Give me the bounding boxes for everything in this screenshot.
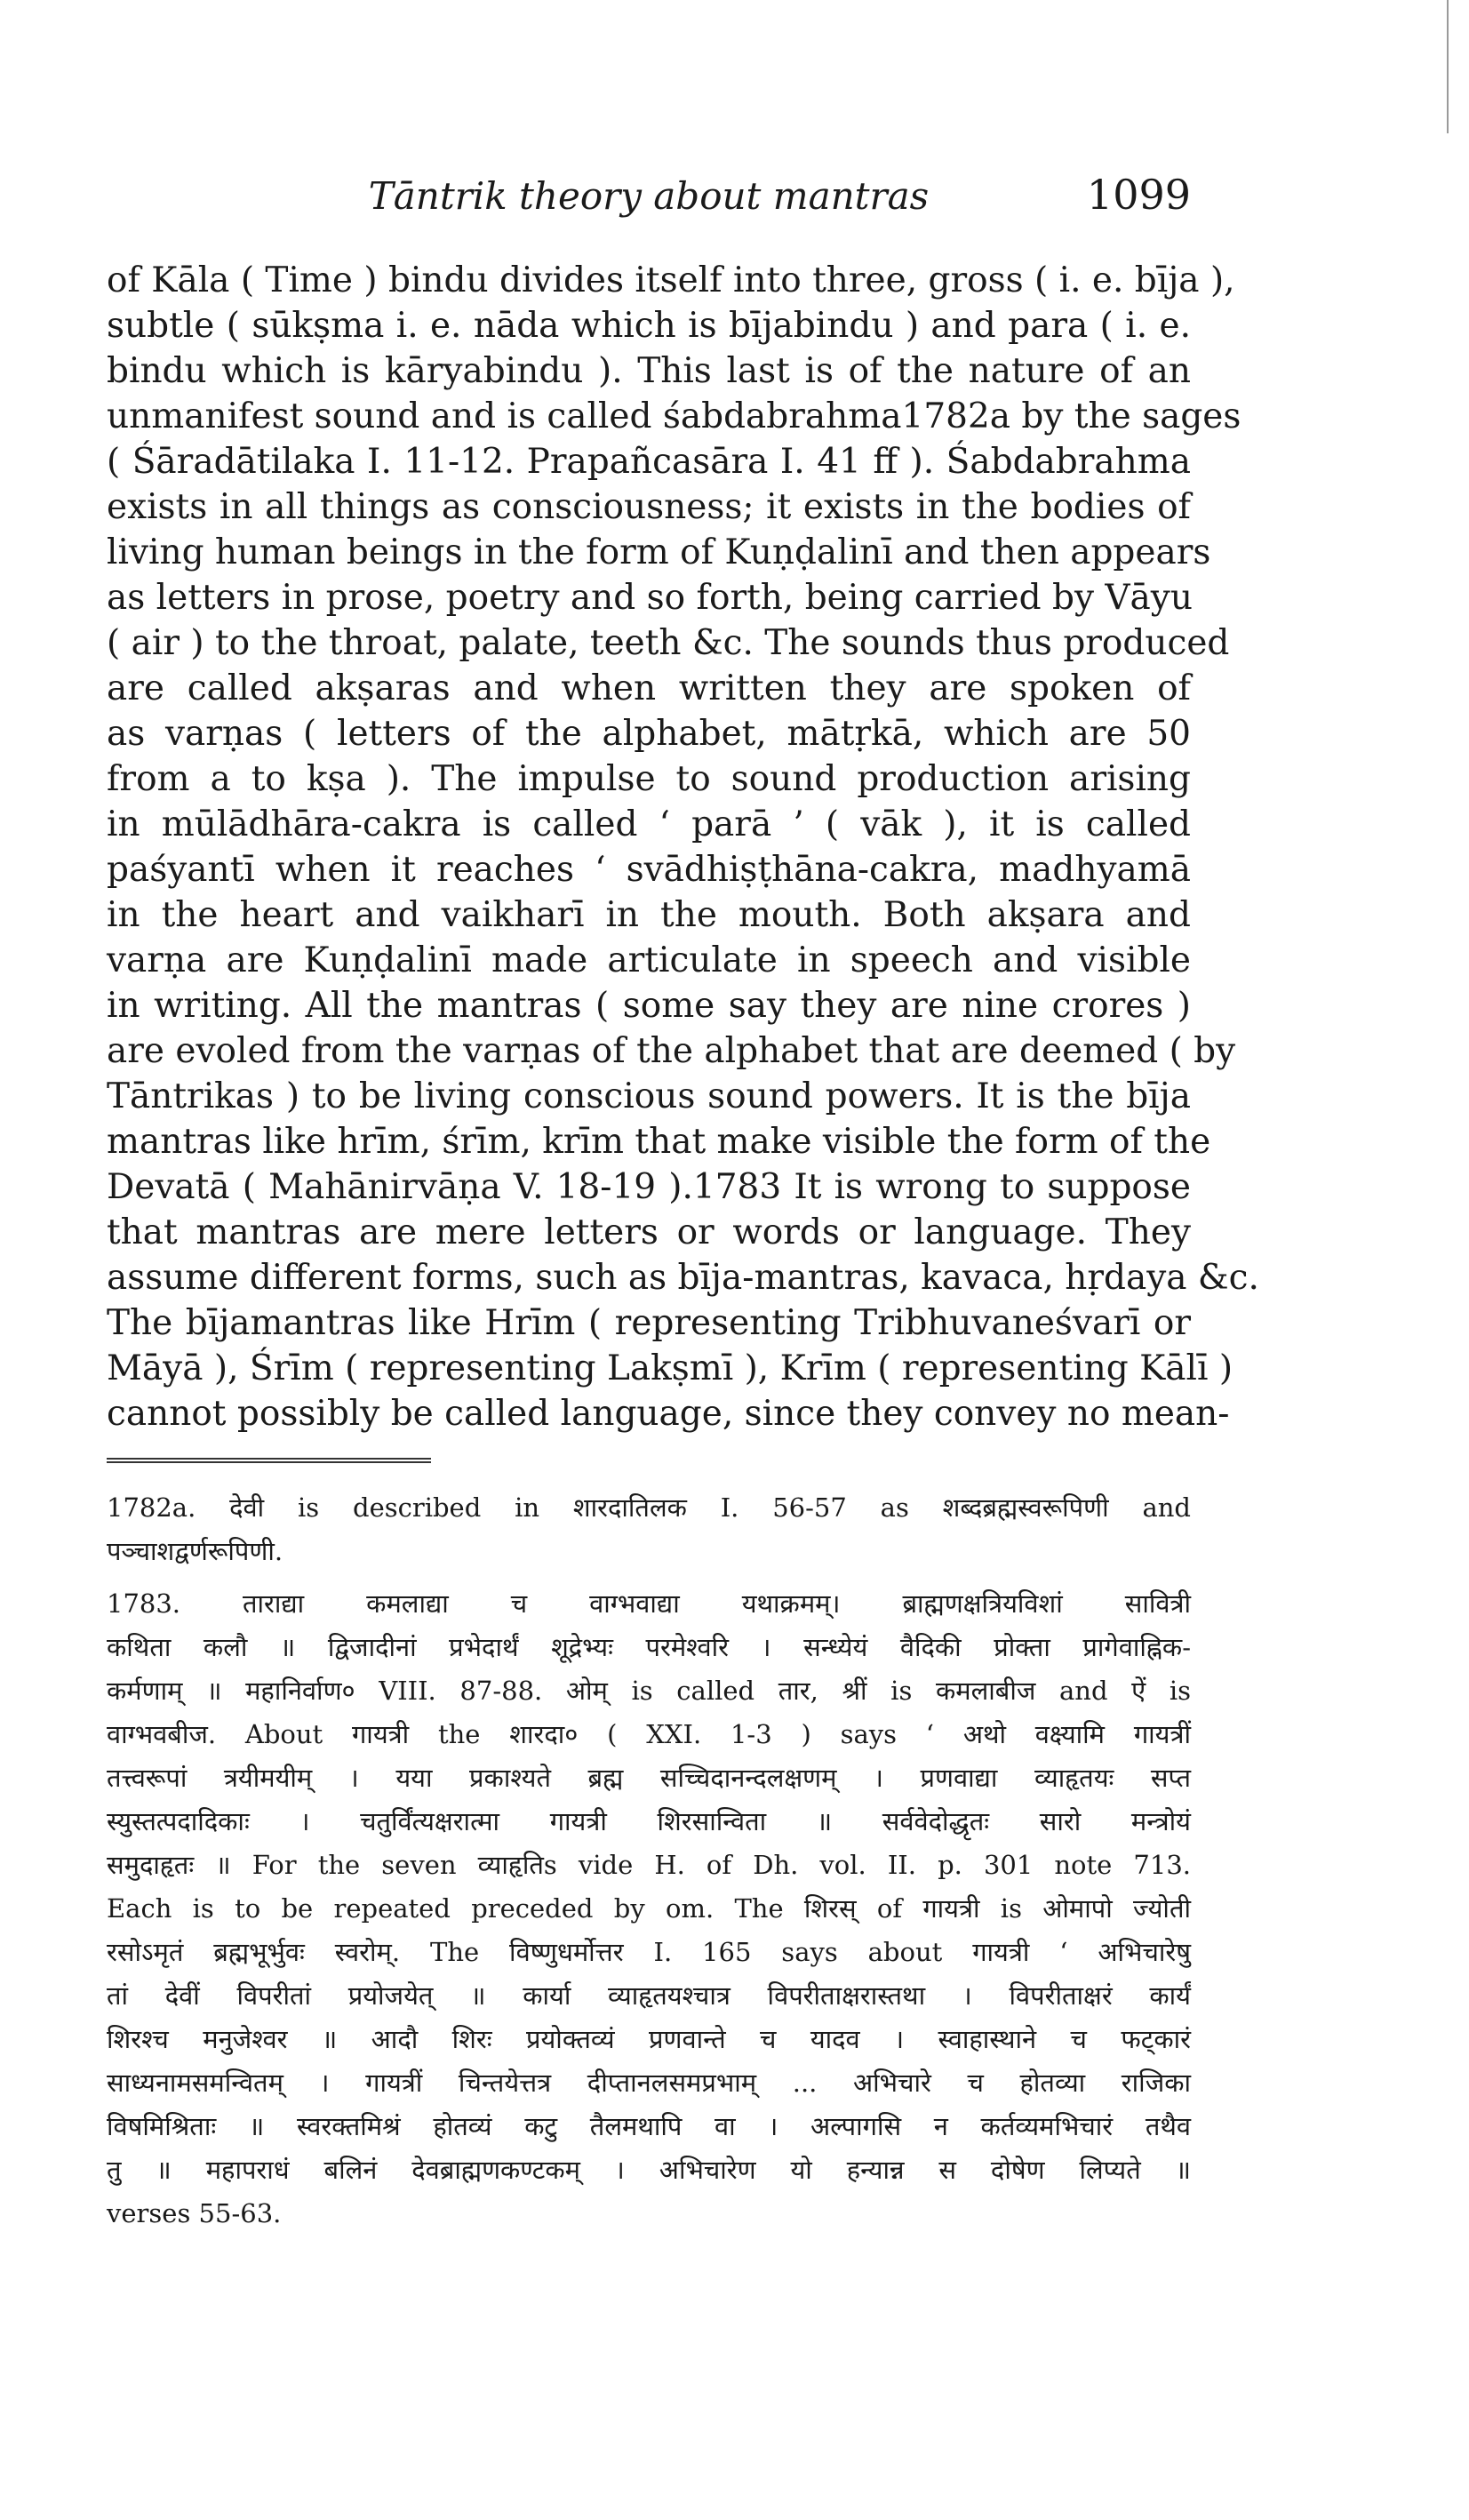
text-line: that mantras are mere letters or words or language. They <box>107 1212 1191 1252</box>
footnote-line: 1783. ताराद्या कमलाद्या च वाग्भवाद्या यथाक्रमम्। ब्राह्मणक्षत्रियविशां सावित्री <box>107 1588 1191 1619</box>
text-line: Devatā ( Mahānirvāṇa V. 18-19 ).1783 It is wrong to suppose <box>107 1167 1191 1207</box>
footnote-line: साध्यनामसमन्वितम् । गायत्रीं चिन्तयेत्तत्र दीप्तानलसमप्रभाम् ... अभिचारे च होतव्या राजिका <box>107 2068 1191 2098</box>
footnote-line: तत्त्वरूपां त्रयीमयीम् । यया प्रकाश्यते ब्रह्म सच्चिदानन्दलक्षणम् । प्रणवाद्या व्याहृतयः सप्त <box>107 1763 1191 1793</box>
footnote-line: रसोऽमृतं ब्रह्मभूर्भुवः स्वरोम्. The विष्णुधर्मोत्तर I. 165 says about गायत्री ‘ अभिचारेषु <box>107 1937 1191 1967</box>
footnote-line: तां देवीं विपरीतां प्रयोजयेत् ॥ कार्या व्याहृतयश्चात्र विपरीताक्षरास्तथा । विपरीताक्षरं कार्यं <box>107 1980 1191 2011</box>
text-line: ( air ) to the throat, palate, teeth &c. The sounds thus produced <box>107 623 1230 663</box>
text-line: living human beings in the form of Kuṇḍalinī and then appears <box>107 532 1211 572</box>
text-line: in mūlādhāra-cakra is called ‘ parā ’ ( vāk ), it is called <box>107 804 1191 844</box>
page-edge-line <box>1447 0 1449 133</box>
footnote-line: समुदाहृतः ॥ For the seven व्याहृतिs vide H. of Dh. vol. II. p. 301 note 713. <box>107 1850 1191 1880</box>
text-line: assume different forms, such as bīja-mantras, kavaca, hṛdaya &c. <box>107 1258 1259 1298</box>
text-line: cannot possibly be called language, since they convey no mean- <box>107 1394 1230 1434</box>
text-line: as letters in prose, poetry and so forth, being carried by Vāyu <box>107 578 1193 618</box>
footnote-1782a <box>107 1486 1191 1573</box>
text-line: in writing. All the mantras ( some say they are nine crores ) <box>107 986 1191 1026</box>
text-line: bindu which is kāryabindu ). This last is of the nature of an <box>107 351 1191 391</box>
footnotes <box>107 1486 1191 2244</box>
page-number: 1099 <box>1086 171 1191 219</box>
text-line: in the heart and vaikharī in the mouth. Both akṣara and <box>107 895 1191 935</box>
body-paragraph <box>107 258 1259 1436</box>
footnote-line: 1782a. देवी is described in शारदातिलक I. 56-57 as शब्दब्रह्मस्वरूपिणी and <box>107 1492 1191 1523</box>
footnote-line: तु ॥ महापराधं बलिनं देवब्राह्मणकण्टकम् । अभिचारेण यो हन्यान्न स दोषेण लिप्यते ॥ <box>107 2155 1191 2185</box>
footnote-line: Each is to be repeated preceded by om. The शिरस् of गायत्री is ओमापो ज्योती <box>107 1893 1191 1924</box>
footnote-1783 <box>107 1582 1191 2236</box>
footnote-line: स्युस्तत्पदादिकाः । चतुर्विंत्यक्षरात्मा गायत्री शिरसान्विता ॥ सर्ववेदोद्धृतः सारो मन्त्रोयं <box>107 1806 1191 1836</box>
text-line: mantras like hrīm, śrīm, krīm that make visible the form of the <box>107 1122 1211 1162</box>
text-line: are called akṣaras and when written they are spoken of <box>107 668 1191 708</box>
text-line: ( Śāradātilaka I. 11-12. Prapañcasāra I. 41 ff ). Śabdabrahma <box>107 442 1191 482</box>
text-line: subtle ( sūkṣma i. e. nāda which is bījabindu ) and para ( i. e. <box>107 306 1191 346</box>
footnote-line: पञ्चाशद्वर्णरूपिणी. <box>107 1536 283 1566</box>
footnote-line: विषमिश्रिताः ॥ स्वरक्तमिश्रं होतव्यं कटु तैलमथापि वा । अल्पागसि न कर्तव्यमभिचारं तथैव <box>107 2111 1191 2141</box>
text-line: Māyā ), Śrīm ( representing Lakṣmī ), Krīm ( representing Kālī ) <box>107 1348 1233 1388</box>
running-title: Tāntrik theory about mantras <box>368 174 930 218</box>
text-line: from a to kṣa ). The impulse to sound production arising <box>107 759 1191 799</box>
footnote-line: शिरश्च मनुजेश्वर ॥ आदौ शिरः प्रयोक्तव्यं प्रणवान्ते च यादव । स्वाहास्थाने च फट्कारं <box>107 2024 1191 2054</box>
page-header <box>107 171 1191 228</box>
body-text <box>107 258 1259 1436</box>
footnote-line: verses 55-63. <box>107 2198 282 2228</box>
text-line: as varṇas ( letters of the alphabet, mātṛkā, which are 50 <box>107 714 1191 754</box>
text-line: varṇa are Kuṇḍalinī made articulate in speech and visible <box>107 940 1191 980</box>
footnote-line: कर्मणाम् ॥ महानिर्वाण० VIII. 87-88. ओम् is called तार, श्रीं is कमलाबीज and ऐं is <box>107 1676 1191 1706</box>
text-line: unmanifest sound and is called śabdabrahma1782a by the sages <box>107 396 1241 436</box>
text-line: Tāntrikas ) to be living conscious sound powers. It is the bīja <box>107 1076 1191 1116</box>
footnote-divider <box>107 1458 431 1463</box>
footnote-line: कथिता कलौ ॥ द्विजादीनां प्रभेदार्थं शूद्रेभ्यः परमेश्वरि । सन्ध्येयं वैदिकी प्रोक्ता प्रागेवाह्निक- <box>107 1632 1191 1662</box>
text-line: are evoled from the varṇas of the alphabet that are deemed ( by <box>107 1031 1236 1071</box>
text-line: The bījamantras like Hrīm ( representing Tribhuvaneśvarī or <box>107 1303 1191 1343</box>
footnote-line: वाग्भवबीज. About गायत्री the शारदा० ( XXI. 1-3 ) says ‘ अथो वक्ष्यामि गायत्रीं <box>107 1719 1191 1749</box>
text-line: exists in all things as consciousness; it exists in the bodies of <box>107 487 1191 527</box>
text-line: paśyantī when it reaches ‘ svādhiṣṭhāna-cakra, madhyamā <box>107 850 1191 890</box>
text-line: of Kāla ( Time ) bindu divides itself into three, gross ( i. e. bīja ), <box>107 260 1235 300</box>
